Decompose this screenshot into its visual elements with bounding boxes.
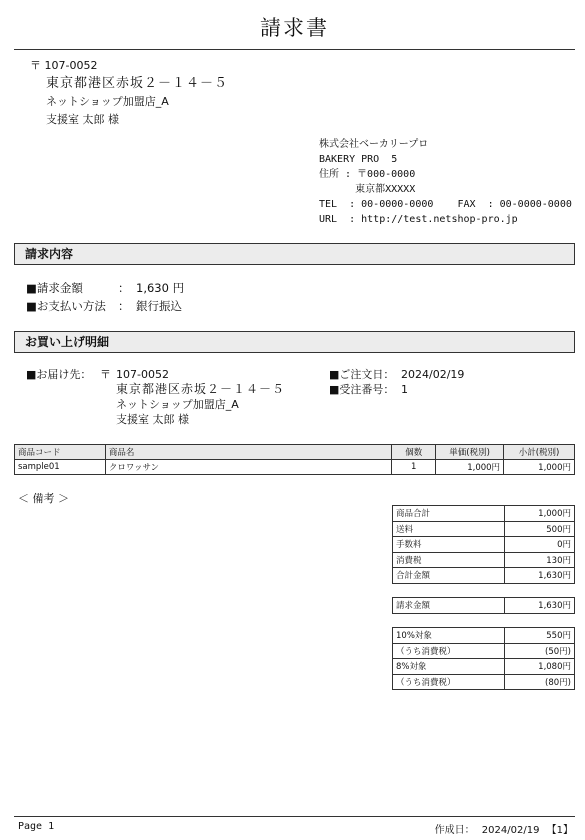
totals-label: 送料 (393, 521, 505, 537)
totals-table (392, 505, 575, 584)
item-qty: 1 (392, 460, 436, 475)
tax-row (393, 674, 575, 690)
delivery-shop: ネットショップ加盟店_A (116, 398, 239, 411)
delivery-label: ■お届け先： (26, 368, 92, 381)
totals-row (393, 506, 575, 522)
sender-address-2: 東京都XXXXX (319, 184, 416, 195)
totals-label: 手数料 (393, 537, 505, 553)
totals-value: 130円 (505, 552, 575, 568)
tax-label: （うち消費税） (393, 674, 505, 690)
sender-info (319, 137, 572, 227)
payment-method-row (26, 297, 184, 315)
table-row (15, 460, 575, 475)
delivery-zip-mark: 〒 (100, 368, 111, 381)
recipient-zip: 〒 107-0052 (30, 59, 98, 72)
recipient-street: 東京都港区赤坂２－１４－５ (46, 76, 229, 91)
tax-value: 1,080円 (505, 659, 575, 675)
invoice-total-row (393, 598, 575, 614)
invoice-total-label: 請求金額 (393, 598, 505, 614)
item-subtotal: 1,000円 (504, 460, 575, 475)
col-header-price: 単価(税別) (436, 445, 504, 460)
details-section-header: お買い上げ明細 (14, 331, 575, 353)
order-number-label: ■受注番号： (329, 383, 395, 396)
footer-created-date: 2024/02/19 (481, 825, 540, 836)
tax-row (393, 659, 575, 675)
payment-method-value: 銀行振込 (136, 299, 182, 313)
item-price: 1,000円 (436, 460, 504, 475)
order-date-value: 2024/02/19 (401, 368, 465, 381)
sender-company: 株式会社ベーカリープロ (319, 139, 429, 150)
totals-value: 1,630円 (505, 568, 575, 584)
page-title: 請求書 (260, 16, 329, 40)
items-header-row (15, 445, 575, 460)
delivery-address (26, 367, 285, 427)
recipient-person: 支援室 太郎 様 (46, 113, 119, 126)
tax-label: （うち消費税） (393, 643, 505, 659)
invoice-total-value: 1,630円 (505, 598, 575, 614)
billing-amount-sep: ： (118, 281, 130, 295)
delivery-zip: 107-0052 (116, 368, 169, 381)
footer-created (431, 821, 573, 836)
tax-label: 10%対象 (393, 628, 505, 644)
tax-breakdown-table (392, 627, 575, 690)
sender-address-1: 住所 : 〒000-0000 (319, 169, 416, 180)
order-info (329, 367, 464, 397)
footer-divider (14, 816, 575, 817)
totals-label: 商品合計 (393, 506, 505, 522)
recipient-address (30, 57, 228, 129)
tax-row (393, 628, 575, 644)
order-number-value: 1 (401, 383, 408, 396)
item-code: sample01 (15, 460, 106, 475)
delivery-street: 東京都港区赤坂２－１４－５ (116, 382, 286, 396)
billing-amount-value: 1,630 円 (136, 281, 185, 295)
recipient-shop: ネットショップ加盟店_A (46, 95, 169, 108)
tax-label: 8%対象 (393, 659, 505, 675)
billing-section-header: 請求内容 (14, 243, 575, 265)
footer-page-marker: 【1】 (546, 825, 573, 836)
tax-value: (80円) (505, 674, 575, 690)
item-name: クロワッサン (105, 460, 391, 475)
title-bar (14, 8, 575, 50)
items-table (14, 444, 575, 475)
col-header-subtotal: 小計(税別) (504, 445, 575, 460)
tax-value: (50円) (505, 643, 575, 659)
totals-label: 消費税 (393, 552, 505, 568)
billing-amount-label: ■請求金額 (26, 281, 83, 295)
sender-url: URL : http://test.netshop-pro.jp (319, 214, 518, 225)
invoice-total-table (392, 597, 575, 614)
totals-row (393, 537, 575, 553)
totals-row (393, 521, 575, 537)
totals-value: 0円 (505, 537, 575, 553)
footer-page: Page 1 (18, 821, 55, 832)
sender-tel-fax: TEL : 00-0000-0000 FAX : 00-0000-0000 (319, 199, 572, 210)
sender-brand: BAKERY PRO 5 (319, 154, 398, 165)
delivery-person: 支援室 太郎 様 (116, 413, 189, 426)
tax-row (393, 643, 575, 659)
totals-row (393, 552, 575, 568)
payment-method-sep: ： (118, 299, 130, 313)
col-header-name: 商品名 (105, 445, 391, 460)
col-header-code: 商品コード (15, 445, 106, 460)
billing-amount-row (26, 279, 184, 297)
remarks-label: ＜ 備考 ＞ (18, 492, 69, 505)
totals-value: 500円 (505, 521, 575, 537)
col-header-qty: 個数 (392, 445, 436, 460)
totals-row (393, 568, 575, 584)
billing-summary (26, 279, 184, 315)
tax-value: 550円 (505, 628, 575, 644)
totals-value: 1,000円 (505, 506, 575, 522)
payment-method-label: ■お支払い方法 (26, 299, 106, 313)
order-date-label: ■ご注文日： (329, 368, 395, 381)
footer-created-label: 作成日： (434, 825, 475, 836)
totals-label: 合計金額 (393, 568, 505, 584)
